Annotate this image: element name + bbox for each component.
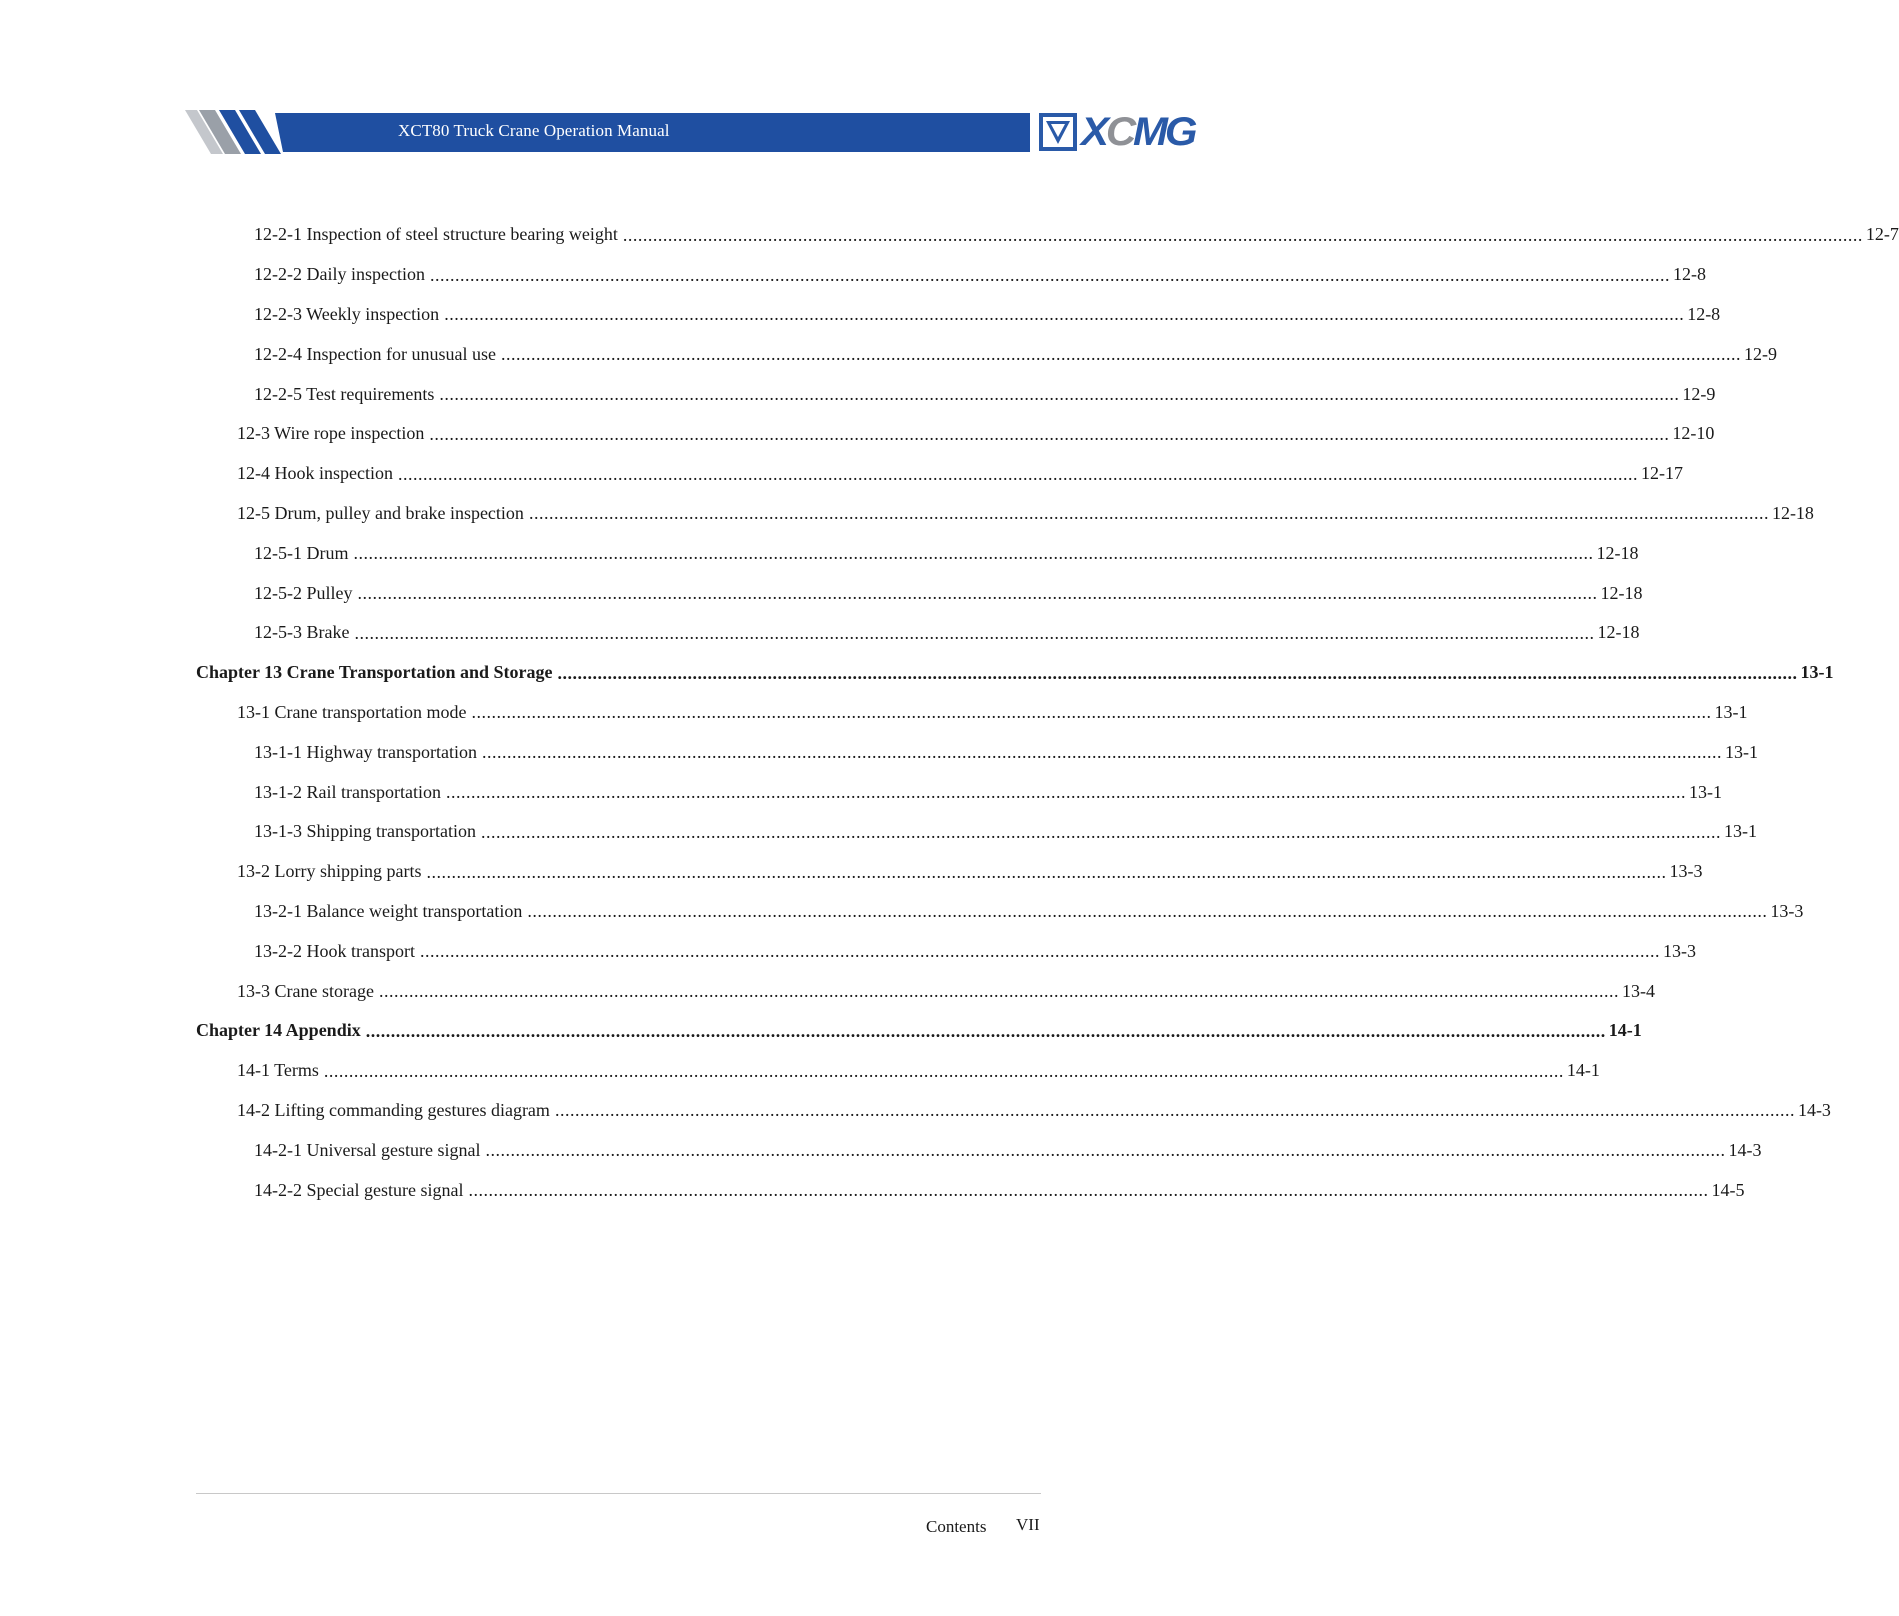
toc-entry[interactable] — [196, 892, 1804, 932]
toc-entry-title: 13-2 Lorry shipping parts — [237, 861, 422, 882]
toc-dot-leader — [623, 225, 1863, 245]
toc-entry-page: 12-17 — [1640, 463, 1683, 484]
toc-dot-leader — [366, 1021, 1606, 1041]
toc-dot-leader — [482, 742, 1722, 762]
footer-divider — [196, 1493, 1041, 1494]
toc-entry-title: 13-1 Crane transportation mode — [237, 701, 467, 722]
toc-entry-page: 12-8 — [1687, 303, 1721, 324]
toc-entry-title: 12-5-3 Brake — [254, 622, 350, 643]
toc-entry-title: 12-5-2 Pulley — [254, 582, 353, 603]
toc-entry[interactable] — [196, 1170, 1745, 1210]
toc-entry[interactable] — [196, 255, 1706, 295]
toc-dot-leader — [353, 543, 1593, 563]
logo-wordmark: XCMG — [1081, 110, 1195, 154]
toc-dot-leader — [527, 901, 1767, 921]
toc-entry-page: 12-8 — [1672, 264, 1706, 285]
toc-entry[interactable] — [196, 1130, 1762, 1170]
toc-entry-title: 12-4 Hook inspection — [237, 463, 393, 484]
toc-entry[interactable] — [196, 812, 1757, 852]
toc-entry[interactable] — [196, 533, 1639, 573]
toc-entry-title: 12-3 Wire rope inspection — [237, 423, 425, 444]
toc-entry-title: 13-1-2 Rail transportation — [254, 781, 441, 802]
toc-entry-page: 13-4 — [1621, 980, 1655, 1001]
toc-entry-title: 12-5 Drum, pulley and brake inspection — [237, 502, 524, 523]
toc-entry-title: Chapter 13 Crane Transportation and Storage — [196, 662, 553, 683]
toc-entry-title: 14-2-1 Universal gesture signal — [254, 1139, 481, 1160]
toc-entry[interactable] — [196, 772, 1722, 812]
toc-entry-title: 14-2-2 Special gesture signal — [254, 1179, 464, 1200]
toc-dot-leader — [468, 1180, 1708, 1200]
toc-dot-leader — [358, 583, 1598, 603]
page-header — [185, 110, 1195, 154]
toc-entry-page: 12-18 — [1600, 582, 1643, 603]
toc-dot-leader — [529, 503, 1769, 523]
toc-entry[interactable] — [196, 1051, 1600, 1091]
toc-entry-title: 13-2-2 Hook transport — [254, 940, 415, 961]
toc-entry-page: 12-10 — [1672, 423, 1715, 444]
toc-entry-page: 13-3 — [1662, 940, 1696, 961]
toc-entry-title: 12-5-1 Drum — [254, 542, 349, 563]
manual-title: XCT80 Truck Crane Operation Manual — [398, 121, 670, 140]
xcmg-logo — [1038, 110, 1195, 154]
toc-dot-leader — [471, 702, 1711, 722]
toc-entry-title: 13-3 Crane storage — [237, 980, 374, 1001]
toc-entry-title: 13-1-3 Shipping transportation — [254, 821, 476, 842]
toc-dot-leader — [558, 663, 1798, 683]
toc-chapter-entry[interactable] — [196, 1011, 1642, 1051]
toc-dot-leader — [429, 424, 1669, 444]
toc-entry[interactable] — [196, 454, 1683, 494]
toc-entry-title: 12-2-3 Weekly inspection — [254, 303, 440, 324]
toc-dot-leader — [439, 384, 1679, 404]
toc-dot-leader — [485, 1140, 1725, 1160]
toc-entry-title: 14-1 Terms — [237, 1060, 319, 1081]
toc-dot-leader — [444, 304, 1684, 324]
toc-entry[interactable] — [196, 215, 1899, 255]
toc-dot-leader — [324, 1061, 1564, 1081]
toc-entry-page: 14-3 — [1728, 1139, 1762, 1160]
toc-entry-title: 12-2-1 Inspection of steel structure bearing weight — [254, 224, 618, 245]
toc-entry[interactable] — [196, 732, 1758, 772]
toc-entry[interactable] — [196, 414, 1715, 454]
toc-entry[interactable] — [196, 494, 1814, 534]
toc-entry[interactable] — [196, 852, 1703, 892]
toc-entry-title: 12-2-4 Inspection for unusual use — [254, 343, 496, 364]
toc-entry-page: 13-3 — [1669, 861, 1703, 882]
footer-page-number: VII — [1016, 1515, 1040, 1534]
toc-entry-page: 12-18 — [1771, 502, 1814, 523]
toc-entry-page: 13-3 — [1770, 900, 1804, 921]
toc-entry-page: 12-7 — [1865, 224, 1899, 245]
toc-dot-leader — [398, 464, 1638, 484]
toc-entry[interactable] — [196, 334, 1777, 374]
toc-entry-page: 12-9 — [1682, 383, 1716, 404]
toc-entry-page: 13-1 — [1714, 701, 1748, 722]
toc-entry-page: 14-1 — [1566, 1060, 1600, 1081]
toc-entry-title: 13-1-1 Highway transportation — [254, 741, 477, 762]
table-of-contents — [196, 215, 1899, 1210]
footer-section-label: Contents — [926, 1517, 987, 1536]
toc-entry[interactable] — [196, 374, 1716, 414]
toc-dot-leader — [446, 782, 1686, 802]
toc-chapter-entry[interactable] — [196, 653, 1834, 693]
toc-entry[interactable] — [196, 971, 1655, 1011]
toc-dot-leader — [420, 941, 1660, 961]
toc-dot-leader — [481, 822, 1721, 842]
toc-dot-leader — [354, 623, 1594, 643]
toc-entry[interactable] — [196, 295, 1721, 335]
toc-dot-leader — [555, 1100, 1795, 1120]
toc-entry-title: 12-2-2 Daily inspection — [254, 264, 425, 285]
toc-dot-leader — [379, 981, 1619, 1001]
toc-entry-title: 14-2 Lifting commanding gestures diagram — [237, 1099, 550, 1120]
toc-entry[interactable] — [196, 931, 1696, 971]
toc-entry-page: 12-18 — [1597, 622, 1640, 643]
toc-entry-page: 13-1 — [1800, 662, 1834, 683]
xcmg-emblem-icon — [1038, 112, 1078, 152]
toc-entry-page: 12-9 — [1743, 343, 1777, 364]
toc-entry-page: 13-1 — [1724, 741, 1758, 762]
toc-entry-page: 14-3 — [1797, 1099, 1831, 1120]
toc-entry[interactable] — [196, 693, 1748, 733]
toc-dot-leader — [430, 265, 1670, 285]
toc-entry-page: 14-1 — [1608, 1020, 1642, 1041]
toc-entry-title: 12-2-5 Test requirements — [254, 383, 435, 404]
toc-entry-title: 13-2-1 Balance weight transportation — [254, 900, 523, 921]
toc-entry[interactable] — [196, 613, 1640, 653]
toc-entry-page: 14-5 — [1711, 1179, 1745, 1200]
toc-dot-leader — [501, 344, 1741, 364]
toc-entry-page: 13-1 — [1688, 781, 1722, 802]
toc-entry-title: Chapter 14 Appendix — [196, 1020, 361, 1041]
toc-dot-leader — [426, 862, 1666, 882]
toc-entry[interactable] — [196, 1091, 1831, 1131]
toc-entry-page: 12-18 — [1596, 542, 1639, 563]
toc-entry[interactable] — [196, 573, 1643, 613]
toc-entry-page: 13-1 — [1723, 821, 1757, 842]
